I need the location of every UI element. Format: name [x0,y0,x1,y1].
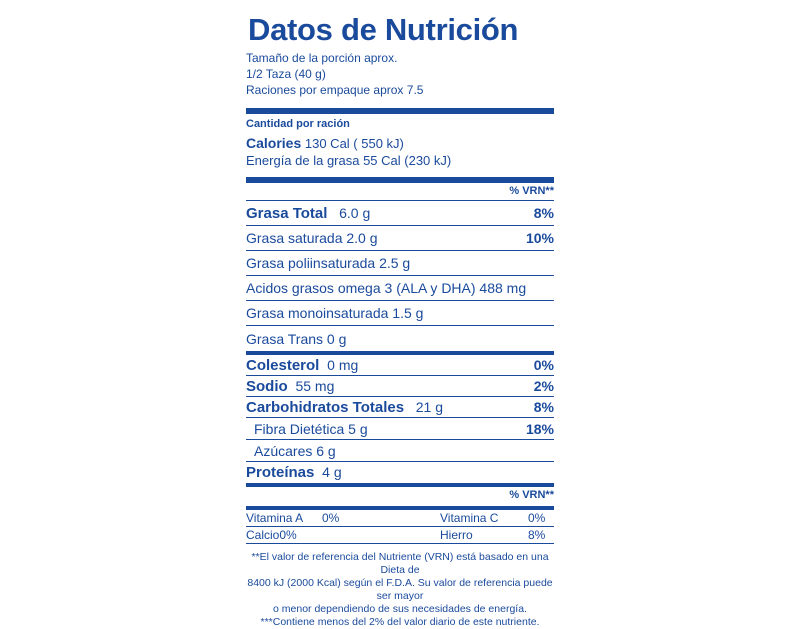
vrn-header: % VRN** [509,489,554,501]
nutrient-name: Proteínas [246,464,315,481]
nutrient-amount: 0 mg [327,356,359,373]
servings-per-container: Raciones por empaque aprox 7.5 [246,83,424,97]
serving-size-value: 1/2 Taza (40 g) [246,67,326,81]
nutrient-row-grasa-poli [246,251,554,275]
nutrient-row-sodio [246,376,554,396]
calories-row [246,135,554,152]
serving-size-label: Tamaño de la porción aprox. [246,51,398,65]
calories-value: 130 Cal ( 550 kJ) [304,136,404,151]
divider [246,543,554,544]
vitamin-percent: 0% [322,511,340,525]
nutrient-name: Acidos grasos omega 3 (ALA y DHA) 488 mg [246,280,527,296]
nutrient-amount: 55 mg [295,377,335,394]
amount-per-serving-header: Cantidad por ración [246,118,350,130]
label-title: Datos de Nutrición [248,12,519,47]
vitamin-percent: 8% [528,528,546,542]
vitamins-table [246,510,554,543]
thick-divider [246,108,554,114]
footnote [246,551,554,629]
nutrient-row-grasa-total [246,201,554,225]
nutrient-percent: 0% [533,357,554,373]
vitamin-name: Vitamina A [246,511,304,525]
vitamin-row [246,527,554,543]
nutrient-row-fibra [246,418,554,439]
nutrient-name: Sodio [246,377,288,395]
nutrient-percent: 8% [533,205,554,221]
nutrient-name: Azúcares 6 g [254,442,336,459]
nutrient-row-azucares [246,440,554,461]
nutrient-row-grasa-trans [246,326,554,351]
vitamin-row [246,510,554,526]
fat-energy-row: Energía de la grasa 55 Cal (230 kJ) [246,153,452,168]
nutrient-row-colesterol [246,355,554,375]
vitamin-name: Calcio [246,528,280,542]
nutrient-percent: 18% [525,420,554,437]
vitamin-percent: 0% [528,511,546,525]
calories-label: Calories [246,135,302,151]
serving-info [246,50,554,98]
nutrient-percent: 10% [525,230,554,246]
nutrient-name: Grasa Trans 0 g [246,330,347,347]
nutrient-row-carbohidratos [246,397,554,417]
mineral-calcio [246,527,440,543]
nutrient-row-proteinas [246,462,554,483]
nutrient-name: Grasa saturada 2.0 g [246,230,378,246]
nutrient-name: Grasa monoinsaturada 1.5 g [246,305,424,321]
vitamin-name: Vitamina C [440,511,499,525]
footnote-line: **El valor de referencia del Nutriente (VRN) está basado en una Dieta de [251,551,549,576]
nutrient-amount: 21 g [415,398,444,415]
vitamin-percent: 0% [279,528,297,542]
nutrition-facts-label [246,10,554,629]
nutrient-amount: 6.0 g [339,204,371,221]
nutrient-name: Fibra Dietética 5 g [254,420,368,437]
nutrient-name: Colesterol [246,356,320,374]
vrn-header: % VRN** [509,185,554,197]
nutrient-amount: 4 g [322,464,342,480]
nutrient-percent: 8% [533,399,554,415]
nutrient-row-omega3 [246,276,554,300]
footnote-line: 8400 kJ (2000 Kcal) según el F.D.A. Su valor de referencia puede ser mayor [247,577,553,602]
nutrient-percent: 2% [533,378,554,394]
nutrient-name: Grasa Total [246,204,328,222]
nutrient-name: Carbohidratos Totales [246,398,405,416]
nutrient-row-grasa-mono [246,301,554,325]
footnote-line: ***Contiene menos del 2% del valor diario de este nutriente. [260,616,540,628]
vitamin-name: Hierro [440,528,473,542]
nutrient-name: Grasa poliinsaturada 2.5 g [246,255,411,271]
footnote-line: o menor dependiendo de sus necesidades de energía. [273,603,527,615]
nutrient-row-grasa-saturada [246,226,554,250]
